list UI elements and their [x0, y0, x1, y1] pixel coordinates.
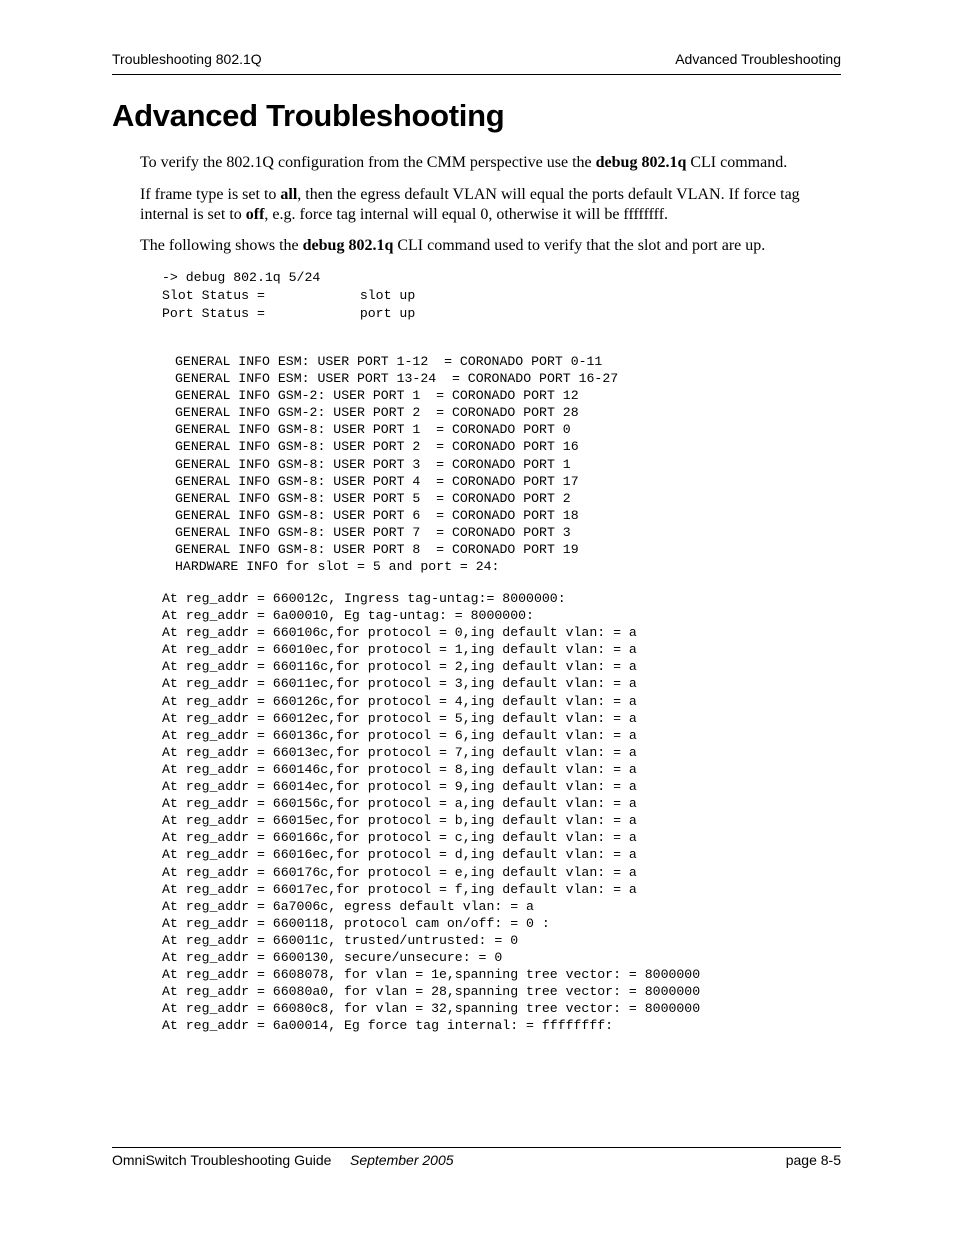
- code-line: At reg_addr = 66080c8, for vlan = 32,spanning tree vector: = 8000000: [162, 1001, 701, 1017]
- code-line: At reg_addr = 66010ec,for protocol = 1,ing default vlan: = a: [162, 642, 637, 658]
- frame-type-paragraph: [140, 185, 830, 225]
- code-line: At reg_addr = 660012c, Ingress tag-untag:= 8000000:: [162, 591, 566, 606]
- footer-date: September 2005: [350, 1152, 454, 1168]
- code-line: -> debug 802.1q 5/24: [162, 270, 321, 285]
- code-line: GENERAL INFO GSM-2: USER PORT 1 = CORONADO PORT 12: [175, 388, 579, 404]
- command-name: debug 802.1q: [302, 237, 394, 254]
- footer-guide-title: OmniSwitch Troubleshooting Guide: [112, 1152, 332, 1168]
- code-line: GENERAL INFO GSM-8: USER PORT 6 = CORONADO PORT 18: [175, 507, 579, 523]
- code-line: At reg_addr = 660166c,for protocol = c,ing default vlan: = a: [162, 830, 637, 846]
- code-line: At reg_addr = 6608078, for vlan = 1e,spanning tree vector: = 8000000: [162, 967, 701, 983]
- code-line: GENERAL INFO ESM: USER PORT 13-24 = CORONADO PORT 16-27: [175, 371, 619, 387]
- code-line: At reg_addr = 660136c,for protocol = 6,ing default vlan: = a: [162, 727, 637, 743]
- code-line: At reg_addr = 66080a0, for vlan = 28,spanning tree vector: = 8000000: [162, 984, 701, 1000]
- code-line: At reg_addr = 660106c,for protocol = 0,ing default vlan: = a: [162, 625, 637, 641]
- header-section-title: Advanced Troubleshooting: [675, 51, 841, 67]
- code-line: HARDWARE INFO for slot = 5 and port = 24:: [175, 559, 500, 575]
- code-line: At reg_addr = 6a00010, Eg tag-untag: = 8000000:: [162, 608, 534, 624]
- text-run: , then the egress default VLAN will equal the ports default VLAN. If force tag internal is set to: [140, 186, 800, 223]
- code-line: At reg_addr = 660011c, trusted/untrusted: = 0: [162, 932, 519, 948]
- code-line: At reg_addr = 66016ec,for protocol = d,ing default vlan: = a: [162, 847, 637, 863]
- code-line: GENERAL INFO GSM-8: USER PORT 1 = CORONADO PORT 0: [175, 422, 571, 438]
- code-line: At reg_addr = 66012ec,for protocol = 5,ing default vlan: = a: [162, 710, 637, 726]
- code-line: At reg_addr = 6a7006c, egress default vlan: = a: [162, 898, 534, 914]
- code-line: At reg_addr = 6a00014, Eg force tag internal: = ffffffff:: [162, 1018, 614, 1034]
- code-line: GENERAL INFO GSM-8: USER PORT 4 = CORONADO PORT 17: [175, 473, 579, 489]
- code-line: GENERAL INFO GSM-8: USER PORT 7 = CORONADO PORT 3: [175, 524, 571, 540]
- code-line: At reg_addr = 66011ec,for protocol = 3,ing default vlan: = a: [162, 676, 637, 692]
- code-line: GENERAL INFO GSM-2: USER PORT 2 = CORONADO PORT 28: [175, 405, 579, 421]
- intro-paragraph: [140, 153, 830, 173]
- header-rule: [112, 74, 841, 75]
- text-run: CLI command used to verify that the slot and port are up.: [393, 237, 766, 254]
- code-line: GENERAL INFO GSM-8: USER PORT 5 = CORONADO PORT 2: [175, 490, 571, 506]
- code-line: Port Status = port up: [162, 306, 416, 321]
- code-line: At reg_addr = 6600130, secure/unsecure: = 0: [162, 949, 503, 965]
- code-line: At reg_addr = 660176c,for protocol = e,ing default vlan: = a: [162, 864, 637, 880]
- page-title: Advanced Troubleshooting: [112, 98, 505, 133]
- text-run: CLI command.: [686, 154, 788, 171]
- code-line: At reg_addr = 66014ec,for protocol = 9,ing default vlan: = a: [162, 779, 637, 795]
- code-line: At reg_addr = 660156c,for protocol = a,ing default vlan: = a: [162, 796, 637, 812]
- code-line: GENERAL INFO GSM-8: USER PORT 3 = CORONADO PORT 1: [175, 456, 571, 472]
- keyword-all: all: [280, 186, 298, 203]
- text-run: , e.g. force tag internal will equal 0, otherwise it will be ffffffff.: [264, 206, 669, 223]
- cli-output-general-info: [175, 353, 618, 575]
- cli-output-register-dump: [162, 590, 700, 1034]
- keyword-off: off: [245, 206, 265, 223]
- code-line: At reg_addr = 6600118, protocol cam on/off: = 0 :: [162, 915, 550, 931]
- footer-rule: [112, 1147, 841, 1148]
- text-run: The following shows the: [140, 237, 303, 254]
- code-line: At reg_addr = 66017ec,for protocol = f,ing default vlan: = a: [162, 881, 637, 897]
- code-line: At reg_addr = 660146c,for protocol = 8,ing default vlan: = a: [162, 761, 637, 777]
- text-run: If frame type is set to: [140, 186, 281, 203]
- code-line: At reg_addr = 66015ec,for protocol = b,ing default vlan: = a: [162, 813, 637, 829]
- cli-output-status: [162, 269, 415, 323]
- example-intro-paragraph: [140, 236, 830, 256]
- text-run: To verify the 802.1Q configuration from the CMM perspective use the: [140, 154, 596, 171]
- code-line: GENERAL INFO GSM-8: USER PORT 8 = CORONADO PORT 19: [175, 542, 579, 558]
- page-number: page 8-5: [785, 1152, 841, 1168]
- code-line: At reg_addr = 66013ec,for protocol = 7,ing default vlan: = a: [162, 744, 637, 760]
- code-line: Slot Status = slot up: [162, 288, 416, 303]
- code-line: At reg_addr = 660126c,for protocol = 4,ing default vlan: = a: [162, 693, 637, 709]
- code-line: GENERAL INFO ESM: USER PORT 1-12 = CORONADO PORT 0-11: [175, 354, 603, 369]
- command-name: debug 802.1q: [595, 154, 687, 171]
- code-line: GENERAL INFO GSM-8: USER PORT 2 = CORONADO PORT 16: [175, 439, 579, 455]
- code-line: At reg_addr = 660116c,for protocol = 2,ing default vlan: = a: [162, 659, 637, 675]
- header-chapter-title: Troubleshooting 802.1Q: [112, 51, 262, 67]
